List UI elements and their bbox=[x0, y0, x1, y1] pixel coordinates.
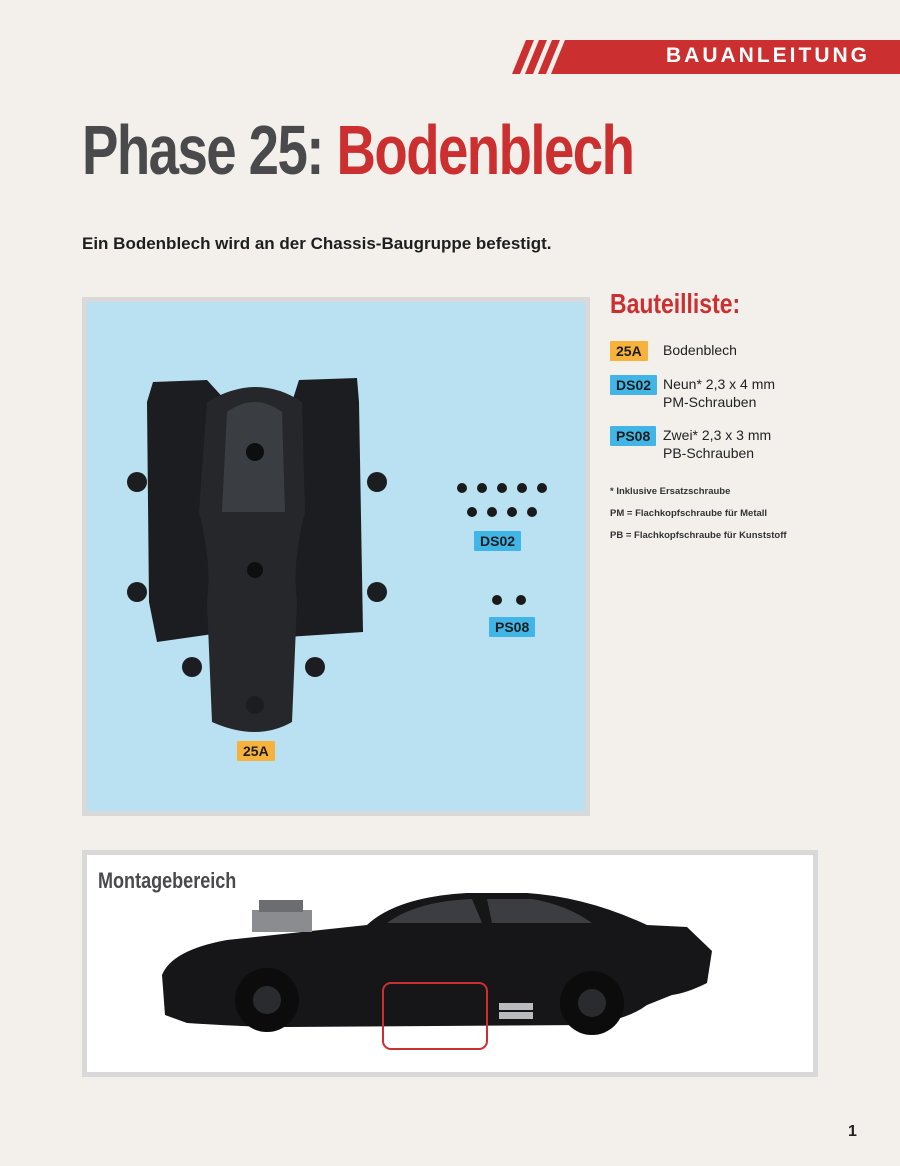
title-highlight: Bodenblech bbox=[336, 111, 634, 189]
page-number: 1 bbox=[848, 1123, 857, 1140]
part-description-line2: PB-Schrauben bbox=[663, 445, 755, 461]
part-description-line2: PM-Schrauben bbox=[663, 394, 757, 410]
label-ds02: DS02 bbox=[474, 531, 521, 551]
part-code-badge: PS08 bbox=[610, 426, 656, 446]
label-ps08: PS08 bbox=[489, 617, 535, 637]
part-description: Bodenblech bbox=[663, 342, 737, 358]
footnote: * Inklusive Ersatzschraube bbox=[610, 486, 731, 497]
page-title bbox=[82, 110, 633, 190]
mount-area-panel bbox=[82, 850, 818, 1077]
title-prefix: Phase 25: bbox=[82, 111, 323, 189]
part-code-badge: DS02 bbox=[610, 375, 657, 395]
car-illustration bbox=[87, 855, 813, 1072]
section-banner bbox=[512, 40, 900, 74]
mount-area-title: Montagebereich bbox=[98, 868, 237, 893]
parts-list-title: Bauteilliste: bbox=[610, 288, 741, 319]
label-25a: 25A bbox=[237, 741, 275, 761]
part-code-badge: 25A bbox=[610, 341, 648, 361]
part-description: Neun* 2,3 x 4 mm bbox=[663, 376, 776, 392]
page-subtitle: Ein Bodenblech wird an der Chassis-Baugruppe befestigt. bbox=[82, 234, 552, 253]
parts-photo-panel bbox=[82, 297, 590, 816]
floor-plate-illustration bbox=[87, 302, 585, 811]
banner-label: BAUANLEITUNG bbox=[666, 44, 870, 67]
footnote: PM = Flachkopfschraube für Metall bbox=[610, 508, 768, 519]
footnote: PB = Flachkopfschraube für Kunststoff bbox=[610, 530, 787, 541]
part-description: Zwei* 2,3 x 3 mm bbox=[663, 427, 772, 443]
